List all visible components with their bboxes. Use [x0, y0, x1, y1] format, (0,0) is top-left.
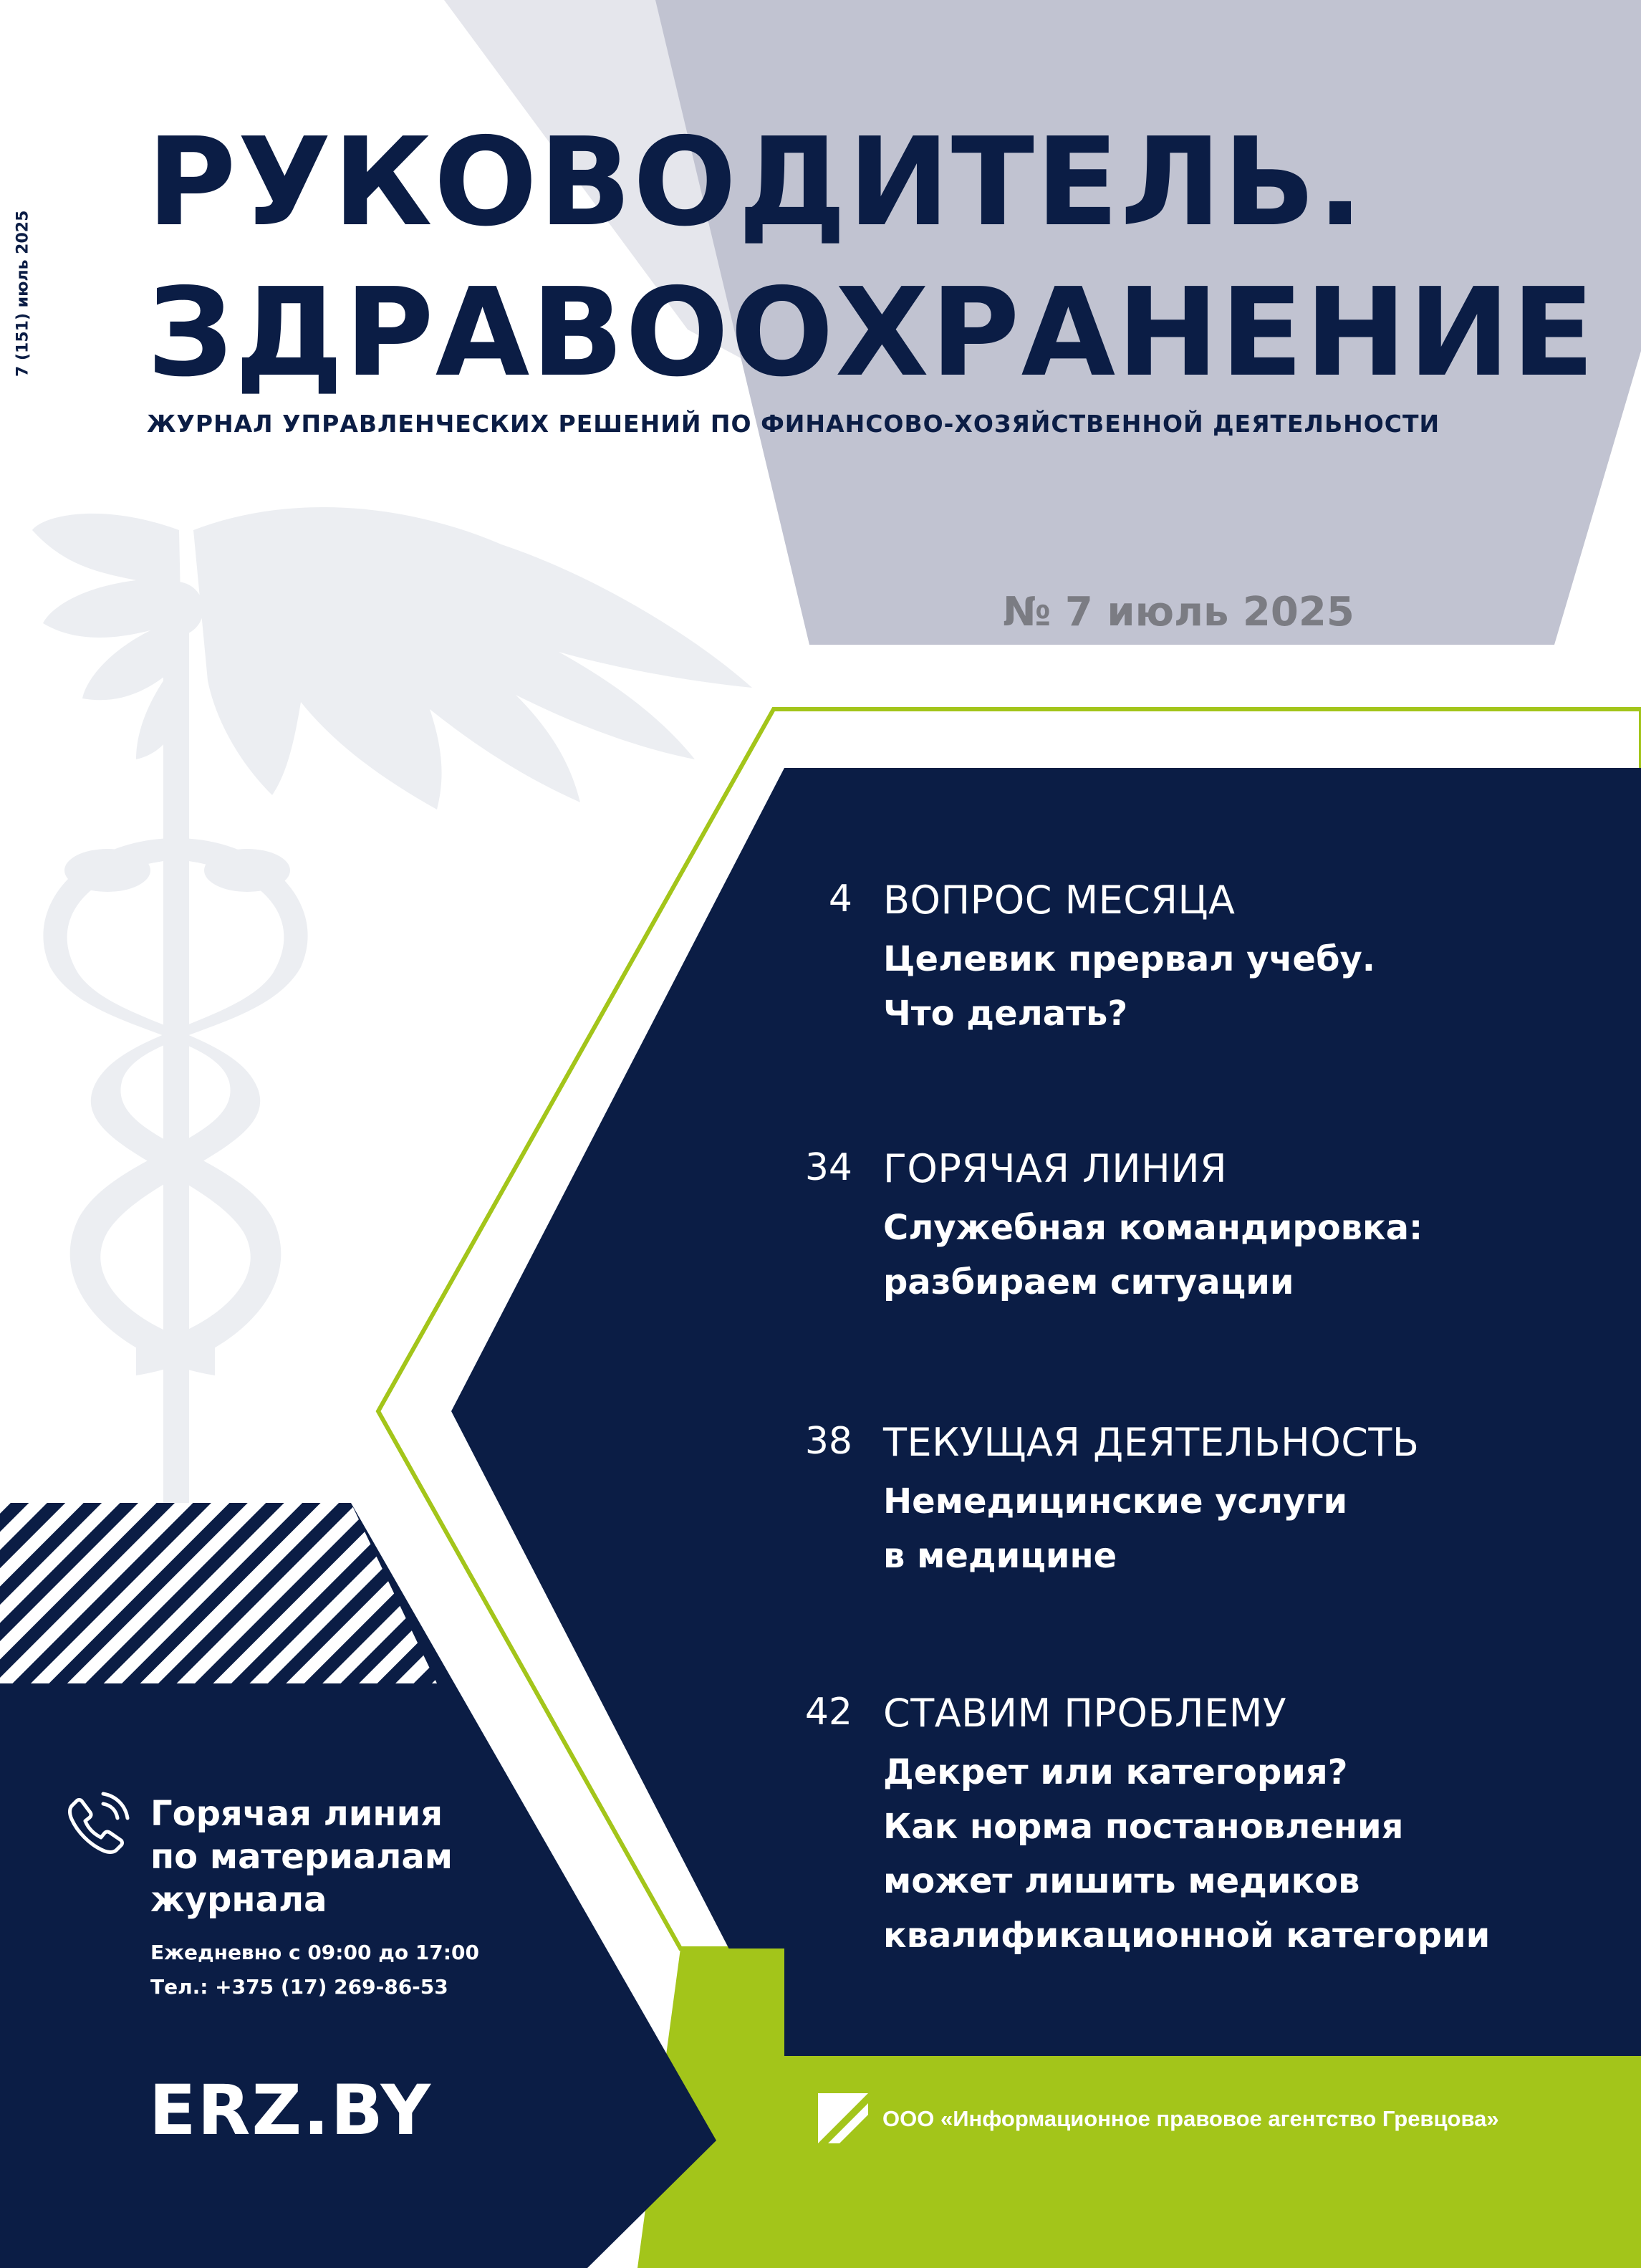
toc-article-title: [883, 1201, 1599, 1310]
magazine-title: [147, 107, 1597, 408]
toc-article-line: в медицине: [883, 1536, 1117, 1576]
toc-rubric: ВОПРОС МЕСЯЦА: [883, 878, 1236, 923]
toc-article-line: квалификационной категории: [883, 1916, 1491, 1956]
toc-article-title: [883, 1745, 1599, 1963]
hotline-phone[interactable]: Тел.: +375 (17) 269-86-53: [150, 1975, 448, 1999]
hotline-title-line: Горячая линия: [150, 1794, 443, 1834]
title-line-1: РУКОВОДИТЕЛЬ.: [147, 112, 1365, 254]
toc-article-line: Декрет или категория?: [883, 1752, 1348, 1792]
phone-icon: [66, 1791, 130, 1855]
issue-label: № 7 июль 2025: [1003, 589, 1354, 635]
publisher-logo-icon: [818, 2093, 868, 2143]
hotline-title: [150, 1792, 509, 1921]
toc-page-number: 38: [804, 1420, 852, 1463]
toc-article-line: Служебная командировка:: [883, 1208, 1423, 1248]
hotline-info: [150, 1936, 552, 2004]
spine-issue-text: 7 (151) июль 2025: [14, 210, 32, 378]
toc-item[interactable]: [774, 878, 1597, 1057]
toc-article-line: разбираем ситуации: [883, 1262, 1294, 1302]
toc-page-number: 34: [804, 1146, 852, 1189]
toc-rubric: СТАВИМ ПРОБЛЕМУ: [883, 1691, 1287, 1736]
toc-article-line: может лишить медиков: [883, 1861, 1360, 1901]
hotline-hours: Ежедневно с 09:00 до 17:00: [150, 1941, 479, 1964]
publisher-name: ООО «Информационное правовое агентство Гревцова»: [882, 2106, 1499, 2131]
magazine-subtitle: ЖУРНАЛ УПРАВЛЕНЧЕСКИХ РЕШЕНИЙ ПО ФИНАНСОВО-ХОЗЯЙСТВЕННОЙ ДЕЯТЕЛЬНОСТИ: [147, 410, 1440, 438]
hotline-title-line: журнала: [150, 1880, 327, 1920]
toc-article-line: Что делать?: [883, 994, 1128, 1034]
toc-article-line: Немедицинские услуги: [883, 1481, 1348, 1522]
toc-item[interactable]: [774, 1146, 1597, 1325]
toc-item[interactable]: [774, 1691, 1597, 1977]
toc-page-number: 4: [828, 878, 852, 921]
toc-article-line: Целевик прервал учебу.: [883, 939, 1375, 979]
website-link[interactable]: ERZ.BY: [149, 2070, 433, 2151]
striped-corner: [0, 1503, 437, 1683]
toc-rubric: ГОРЯЧАЯ ЛИНИЯ: [883, 1146, 1228, 1191]
toc-page-number: 42: [804, 1691, 852, 1734]
title-line-2: ЗДРАВООХРАНЕНИЕ: [147, 262, 1597, 404]
toc-rubric: ТЕКУЩАЯ ДЕЯТЕЛЬНОСТЬ: [883, 1420, 1420, 1465]
hotline-title-line: по материалам: [150, 1837, 453, 1877]
toc-article-title: [883, 1474, 1599, 1583]
toc-item[interactable]: [774, 1420, 1597, 1599]
toc-article-title: [883, 932, 1599, 1041]
toc-article-line: Как норма постановления: [883, 1807, 1404, 1847]
